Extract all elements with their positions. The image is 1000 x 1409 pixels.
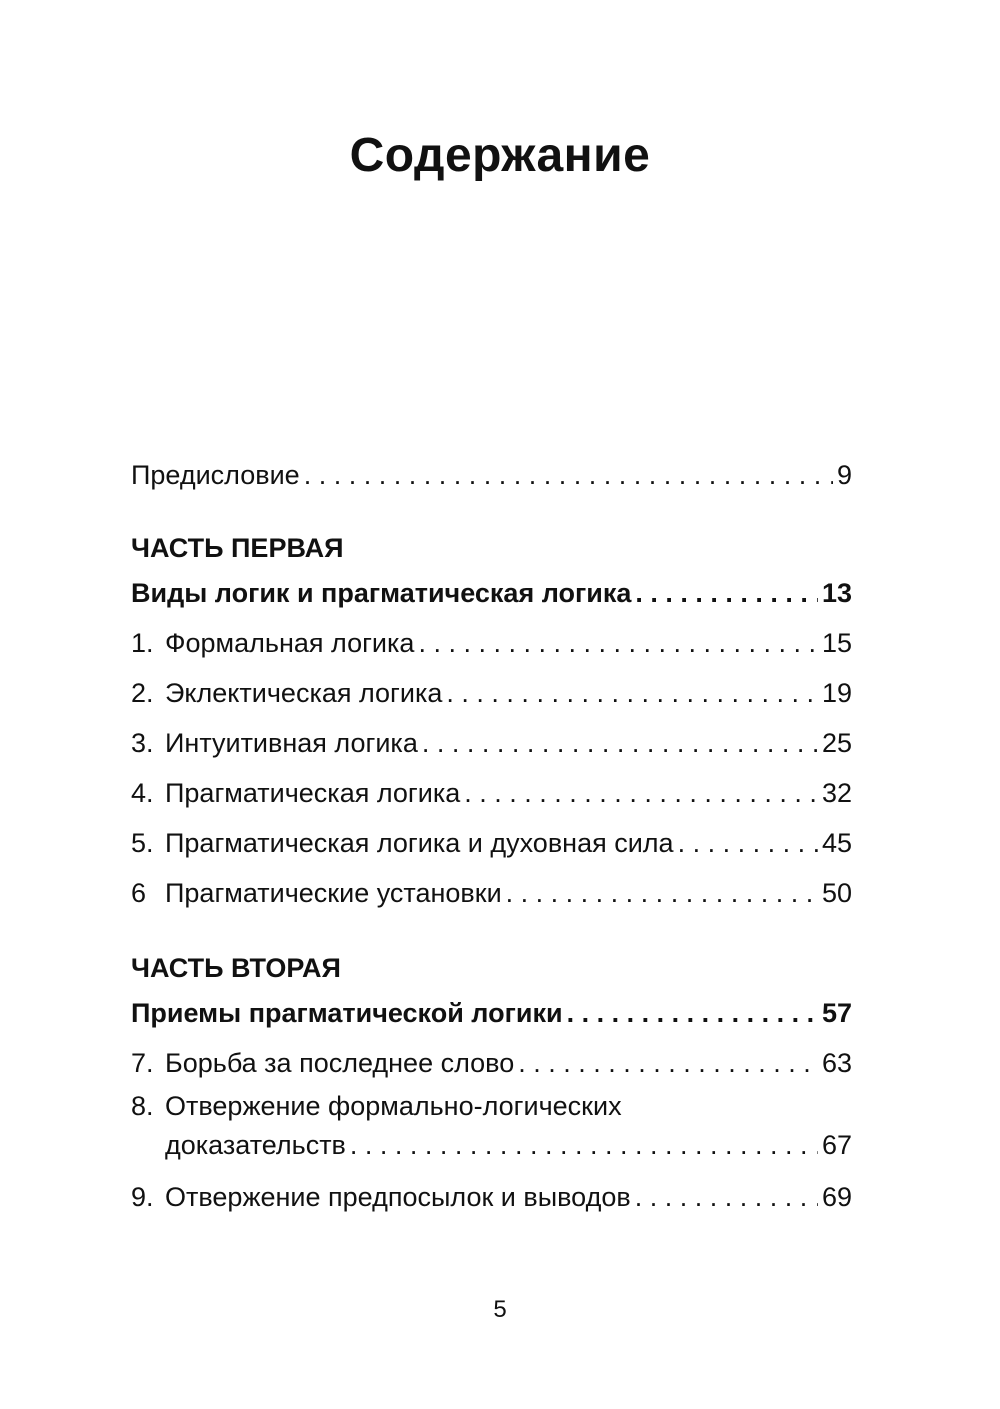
toc-entry-number: 2. (131, 678, 154, 708)
dot-leader (518, 1038, 818, 1088)
toc-entry-2[interactable] (131, 668, 852, 718)
dot-leader (422, 718, 818, 768)
toc-page-number: 45 (821, 828, 852, 858)
toc-entry-number: 3. (131, 728, 154, 758)
toc-entry-label: Предисловие (131, 460, 300, 490)
toc-entry-label: Прагматические установки (165, 878, 502, 908)
toc-entry-label: Отвержение предпосылок и выводов (165, 1182, 631, 1212)
dot-leader (635, 568, 818, 618)
toc-entry-3[interactable] (131, 718, 852, 768)
toc-entry-4[interactable] (131, 768, 852, 818)
toc-page-number: 69 (821, 1182, 852, 1212)
toc-entry-1[interactable] (131, 618, 852, 668)
toc-page-number: 25 (821, 728, 852, 758)
toc-page-number: 67 (821, 1130, 852, 1160)
toc-entry-number: 7. (131, 1048, 154, 1078)
toc-entry-label: Прагматическая логика и духовная сила (165, 828, 674, 858)
toc-page-number: 63 (821, 1048, 852, 1078)
dot-leader (678, 818, 818, 868)
toc-entry-9[interactable] (131, 1172, 852, 1222)
toc-entry-8[interactable] (131, 1088, 852, 1166)
toc-entry-number: 4. (131, 778, 154, 808)
toc-page-number: 32 (821, 778, 852, 808)
part-two-heading: ЧАСТЬ ВТОРАЯ (131, 953, 341, 983)
toc-page-number: 15 (821, 628, 852, 658)
toc-entry-label-line1: Отвержение формально-логических (165, 1091, 622, 1121)
toc-entry-7[interactable] (131, 1038, 852, 1088)
dot-leader (635, 1172, 818, 1222)
toc-page-number: 9 (836, 460, 852, 490)
dot-leader (304, 450, 833, 500)
toc-entry-label: Формальная логика (165, 628, 415, 658)
toc-entry-number: 8. (131, 1091, 154, 1121)
dot-leader (567, 988, 818, 1038)
dot-leader (350, 1124, 818, 1166)
part-one-heading: ЧАСТЬ ПЕРВАЯ (131, 533, 344, 563)
dot-leader (418, 618, 818, 668)
toc-entry-label: Интуитивная логика (165, 728, 418, 758)
toc-entry-label: Прагматическая логика (165, 778, 461, 808)
toc-entry-label: Эклектическая логика (165, 678, 443, 708)
page-number: 5 (493, 1296, 507, 1323)
toc-entry-part-two-title[interactable] (131, 988, 852, 1038)
toc-page-number: 50 (821, 878, 852, 908)
toc-entry-preface[interactable] (131, 450, 852, 500)
toc-entry-number: 5. (131, 828, 154, 858)
toc-entry-label: Виды логик и прагматическая логика (131, 578, 632, 608)
toc-entry-label: Борьба за последнее слово (165, 1048, 515, 1078)
toc-page-number: 13 (821, 578, 852, 608)
toc-entry-number: 9. (131, 1182, 154, 1212)
toc-entry-number: 6 (131, 878, 147, 908)
dot-leader (506, 868, 818, 918)
toc-page-number: 19 (821, 678, 852, 708)
toc-page-number: 57 (821, 998, 852, 1028)
toc-entry-label: Приемы прагматической логики (131, 998, 563, 1028)
toc-entry-number: 1. (131, 628, 154, 658)
toc-entry-6[interactable] (131, 868, 852, 918)
toc-entry-5[interactable] (131, 818, 852, 868)
page-title: Содержание (349, 129, 651, 182)
toc-entry-part-one-title[interactable] (131, 568, 852, 618)
dot-leader (446, 668, 818, 718)
dot-leader (464, 768, 818, 818)
toc-entry-label-line2: доказательств (165, 1130, 346, 1160)
table-of-contents (131, 450, 852, 1222)
